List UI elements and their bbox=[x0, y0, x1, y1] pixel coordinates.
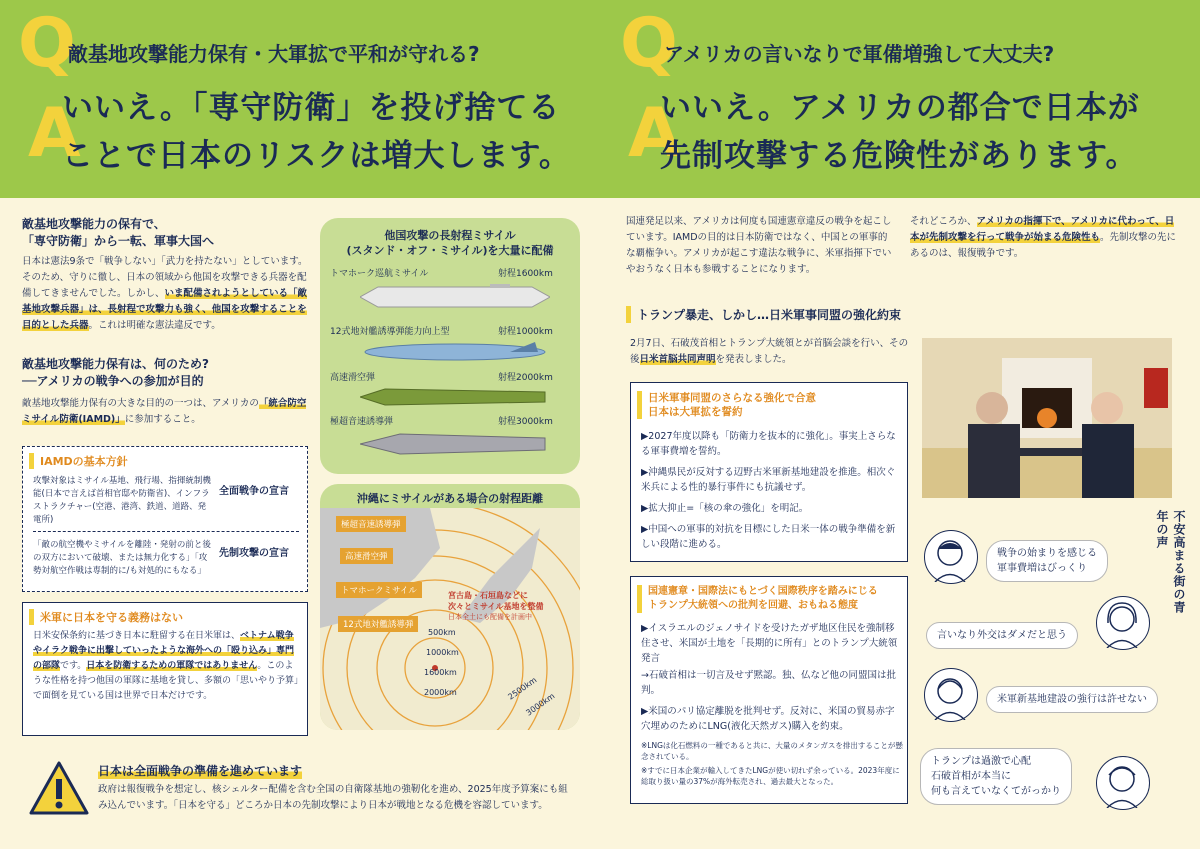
list-item: ▶2027年度以降も「防衛力を抜本的に強化」。事実上さらなる軍事費増を誓約。 bbox=[641, 431, 896, 457]
q-letter-right: Q bbox=[620, 4, 678, 83]
missile-title: 他国攻撃の長射程ミサイル (スタンド・オフ・ミサイル)を大量に配備 bbox=[346, 229, 554, 257]
missile-hvgp bbox=[360, 386, 550, 412]
sec1-heading: 敵基地攻撃能力の保有で、 「専守防衛」から一転、軍事大国へ bbox=[22, 217, 215, 248]
box-trump-title: 国連憲章・国際法にもとづく国際秩序を踏みにじる トランプ大統領への批判を回避、おもねる態度 bbox=[637, 585, 878, 613]
sec2-heading: 敵基地攻撃能力保有は、何のため? ──アメリカの戦争への参加が目的 bbox=[22, 357, 209, 388]
missile-panel bbox=[320, 218, 580, 474]
iamd-row1-label: 全面戦争の宣言 bbox=[219, 486, 289, 497]
iamd-panel bbox=[22, 446, 308, 592]
sec1-body: 日本は憲法9条で「戦争しない」「武力を持たない」としています。そのため、守りに徹し、日本の領域から他国を攻撃できる兵器を配備してきませんでした。しかし、いま配備されようとしている「敵基地攻撃兵器」は、長射程で攻撃力も強く、他国を攻撃することを目的とした兵器。これは明確な憲法違反です。 bbox=[22, 256, 308, 331]
avatar bbox=[924, 668, 978, 722]
list-item: ▶米国のパリ協定離脱を批判せず。反対に、米国の貿易赤字穴埋めのためにLNG(液化天然ガス)購入を約束。 bbox=[641, 706, 895, 732]
warning-title: 日本は全面戦争の準備を進めています bbox=[98, 764, 303, 778]
voices-title: 不安高まる街の青年の声 bbox=[1155, 510, 1186, 614]
list-item: →石破首相は一切言及せず黙認。独、仏など他の同盟国は批判。 bbox=[641, 670, 896, 696]
answer-left-line1: いいえ。「専守防衛」を投げ捨てる bbox=[62, 90, 561, 126]
question-left: 敵基地攻撃能力保有・大軍拡で平和が守れる? bbox=[68, 42, 480, 66]
box-trump-criticism bbox=[630, 576, 908, 804]
missile-name-2: 12式地対艦誘導弾能力向上型 bbox=[330, 327, 450, 337]
missile-name-4: 極超音速誘導弾 bbox=[330, 417, 394, 427]
summit-photo bbox=[922, 338, 1172, 498]
avatar bbox=[924, 530, 978, 584]
iamd-row2-label: 先制攻撃の宣言 bbox=[219, 548, 289, 559]
voice-bubble-2: 言いなり外交はダメだと思う bbox=[926, 622, 1078, 649]
ring-500: 500km bbox=[428, 628, 456, 637]
ring-1600: 1600km bbox=[424, 668, 457, 677]
ring-2500: 2500km bbox=[506, 675, 539, 702]
avatar bbox=[1096, 596, 1150, 650]
avatar bbox=[1096, 756, 1150, 810]
missile-range-3: 射程2000km bbox=[498, 373, 553, 383]
map-note: 宮古島・石垣島などに 次々とミサイル基地を整備 日本全土にも配備を計画中 bbox=[448, 591, 544, 621]
usjp-body: 日米安保条約に基づき日本に駐留する在日米軍は、ベトナム戦争やイラク戦争に出撃していったような海外への「殴り込み」専門の部隊です。日本を防衛するための軍隊ではありません。このような性格を持つ他国の軍隊に基地を貸し、多額の「思いやり予算」で面倒を見ている国は世界で日本だけです。 bbox=[33, 631, 299, 701]
usjp-title: 米軍に日本を守る義務はない bbox=[29, 609, 183, 625]
trump-intro: 2月7日、石破茂首相とトランプ大統領とが首脳会談を行い、その後日米首脳共同声明を発表しました。 bbox=[630, 338, 909, 365]
section-heading-trump: トランプ暴走、しかし…日米軍事同盟の強化約束 bbox=[626, 306, 901, 323]
list-item: ▶イスラエルのジェノサイドを受けたガザ地区住民を強制移住させ、米国が土地を「長期的に所有」とのトランプ大統領発言 bbox=[641, 623, 898, 664]
missile-name-3: 高速滑空弾 bbox=[330, 373, 376, 383]
list-item: ▶沖縄県民が反対する辺野古米軍新基地建設を推進。相次ぐ米兵による性的暴行事件にも抗議せず。 bbox=[641, 467, 896, 493]
box-alliance-title: 日米軍事同盟のさらなる強化で合意 日本は大軍拡を誓約 bbox=[637, 391, 816, 419]
missile-range-1: 射程1600km bbox=[498, 269, 553, 279]
box-alliance bbox=[630, 382, 908, 562]
answer-right-line2: 先制攻撃する危険性があります。 bbox=[660, 138, 1138, 174]
a-letter-left: A bbox=[28, 94, 81, 173]
missile-hypersonic bbox=[360, 430, 550, 462]
voice-bubble-4: トランプは過激で心配 石破首相が本当に 何も言えていなくてがっかり bbox=[920, 748, 1072, 805]
sec2-body: 敵基地攻撃能力保有の大きな目的の一つは、アメリカの「統合防空ミサイル防衛(IAMD)」に参加すること。 bbox=[22, 398, 307, 425]
missile-type12 bbox=[360, 340, 550, 368]
iamd-title: IAMDの基本方針 bbox=[29, 453, 128, 469]
q-letter-left: Q bbox=[18, 4, 76, 83]
box-alliance-list bbox=[641, 429, 901, 552]
usjp-panel bbox=[22, 602, 308, 736]
iamd-divider bbox=[33, 531, 299, 532]
list-item: ▶中国への軍事的対抗を目標にした日米一体の戦争準備を新しい段階に進める。 bbox=[641, 524, 896, 550]
missile-range-2: 射程1000km bbox=[498, 327, 553, 337]
iamd-row2-text: 「敵の航空機やミサイルを離陸・発射の前と後の双方において破壊、または無力化する」「攻勢対航空作戦は専制的に/も対処的にもなる」 bbox=[33, 540, 211, 576]
map-tag-2: 高速滑空弾 bbox=[340, 548, 393, 564]
map-tag-1: 極超音速誘導弾 bbox=[336, 516, 406, 532]
a-letter-right: A bbox=[628, 94, 681, 173]
ring-2000: 2000km bbox=[424, 688, 457, 697]
intro-col1: 国連発足以来、アメリカは何度も国連憲章違反の戦争を起こしています。IAMDの目的は日本防衛ではなく、中国との軍事的な覇権争い。アメリカが起こす違法な戦争に、米軍指揮下でいやおうなく日本も参戦することになります。 bbox=[626, 216, 892, 275]
footnote: ※LNGは化石燃料の一種であると共に、大量のメタンガスを排出することが懸念されている。 bbox=[641, 741, 903, 761]
footnote: ※すでに日本企業が輸入してきたLNGが使い切れず余っている。2023年度に総取り扱い量の37%が海外転売され、過去最大となった。 bbox=[641, 766, 900, 786]
voice-bubble-1: 戦争の始まりを感じる 軍事費増はびっくり bbox=[986, 540, 1108, 582]
answer-right-line1: いいえ。アメリカの都合で日本が bbox=[660, 90, 1140, 126]
iamd-row1-text: 攻撃対象はミサイル基地、飛行場、指揮統制機能(日本で言えば首相官邸や防衛省)、インフラストラクチャー(空港、港湾、鉄道、道路、発電所) bbox=[33, 476, 211, 525]
warning-icon bbox=[28, 760, 90, 820]
ring-1000: 1000km bbox=[426, 648, 459, 657]
intro-col2: それどころか、アメリカの指揮下で、アメリカに代わって、日本が先制攻撃を行って戦争が始まる危険性も。先制攻撃の先にあるのは、報復戦争です。 bbox=[910, 216, 1177, 259]
list-item: ▶拡大抑止=「核の傘の強化」を明記。 bbox=[641, 503, 809, 514]
missile-name-1: トマホーク巡航ミサイル bbox=[330, 269, 429, 279]
map-panel bbox=[320, 484, 580, 730]
question-right: アメリカの言いなりで軍備増強して大丈夫? bbox=[664, 42, 1055, 66]
warning-body: 政府は報復戦争を想定し、核シェルター配備を含む全国の自衛隊基地の強靭化を進め、2025年度予算案にも組み込んでいます。「日本を守る」どころか日本の先制攻撃により日本が戦地となる危機を容認しています。 bbox=[98, 784, 568, 811]
missile-tomahawk bbox=[360, 284, 550, 314]
map-tag-4: 12式地対艦誘導弾 bbox=[338, 616, 418, 632]
box-trump-list bbox=[641, 621, 903, 787]
map-tag-3: トマホークミサイル bbox=[336, 582, 422, 598]
voice-bubble-3: 米軍新基地建設の強行は許せない bbox=[986, 686, 1158, 713]
answer-left-line2: ことで日本のリスクは増大します。 bbox=[62, 138, 571, 174]
map-title: 沖縄にミサイルがある場合の射程距離 bbox=[356, 492, 544, 505]
ring-3000: 3000km bbox=[524, 691, 557, 718]
missile-range-4: 射程3000km bbox=[498, 417, 553, 427]
